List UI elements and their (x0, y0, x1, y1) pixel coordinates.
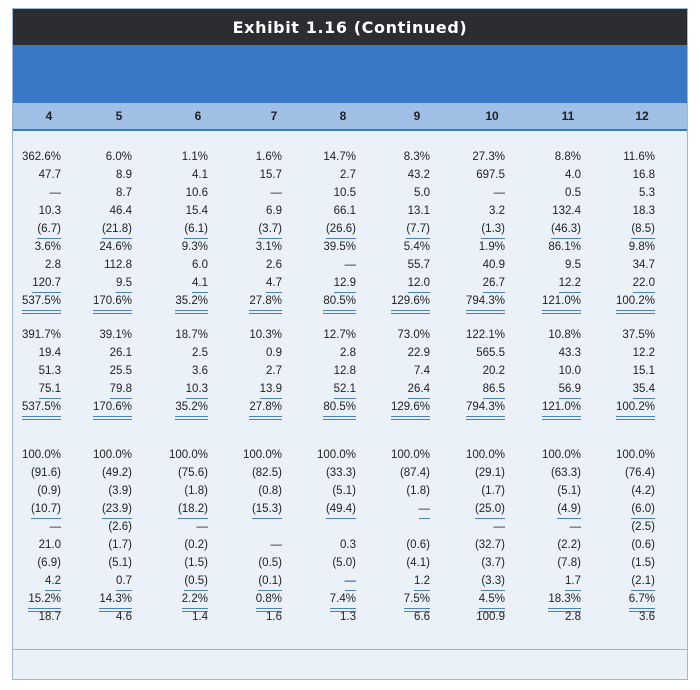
table-cell: 2.7 (340, 169, 356, 181)
table-cell: 22.9 (407, 347, 430, 359)
table-cell: 20.2 (482, 365, 505, 377)
table-cell: (2.1) (631, 573, 655, 591)
table-cell: (5.1) (557, 485, 581, 497)
table-cell: 391.7% (21, 329, 61, 341)
column-header: 7 (270, 109, 278, 123)
table-cell: 73.0% (397, 329, 430, 341)
table-cell: 537.5% (22, 399, 61, 420)
table-cell: 7.5% (404, 591, 430, 612)
table-cell: 43.3 (558, 347, 581, 359)
table-cell: (6.7) (37, 221, 61, 239)
table-cell: 2.8 (565, 611, 581, 623)
table-cell: 37.5% (622, 329, 655, 341)
table-cell: (21.8) (102, 221, 132, 239)
table-cell: (0.5) (184, 573, 208, 591)
table-cell: 100.0% (390, 449, 430, 461)
table-cell: 8.7 (116, 187, 132, 199)
table-cell: 80.5% (323, 293, 356, 314)
table-cell: (49.2) (101, 467, 132, 479)
table-cell: 51.3 (38, 365, 61, 377)
table-cell: 100.0% (541, 449, 581, 461)
table-cell: 100.9 (476, 611, 505, 623)
table-cell: 3.6 (192, 365, 208, 377)
table-cell: 27.3% (472, 151, 505, 163)
table-cell: 6.9 (266, 205, 282, 217)
table-cell: 362.6% (21, 151, 61, 163)
table-cell: 5.0 (414, 187, 430, 199)
table-cell: 35.4 (633, 381, 655, 399)
exhibit-panel (12, 8, 688, 680)
table-cell: — (344, 259, 356, 271)
table-cell: 35.2% (175, 293, 208, 314)
column-header: 6 (194, 109, 202, 123)
table-cell: 18.3 (632, 205, 655, 217)
table-cell: 0.9 (266, 347, 282, 359)
table-cell: (33.3) (325, 467, 356, 479)
table-cell: 1.7 (565, 573, 581, 591)
table-cell: 5.3 (639, 187, 655, 199)
table-cell: 4.1 (192, 169, 208, 181)
table-cell: 12.0 (408, 275, 430, 293)
table-cell: 4.6 (116, 611, 132, 623)
table-cell: 1.3 (340, 611, 356, 623)
table-cell: 79.8 (110, 381, 132, 399)
table-cell: 9.5 (565, 259, 581, 271)
table-cell: 75.1 (39, 381, 61, 399)
column-header: 12 (635, 109, 649, 123)
table-cell: (3.7) (481, 557, 505, 569)
table-cell: 2.7 (266, 365, 282, 377)
table-cell: 10.3 (38, 205, 61, 217)
table-cell: 6.0% (105, 151, 132, 163)
table-cell: 4.5% (479, 591, 505, 612)
table-cell: — (270, 187, 282, 199)
table-cell: (76.4) (624, 467, 655, 479)
table-cell: 27.8% (249, 293, 282, 314)
table-cell: 2.2% (182, 591, 208, 612)
table-cell: 10.8% (548, 329, 581, 341)
table-cell: 15.2% (28, 591, 61, 612)
table-cell: (5.1) (108, 557, 132, 569)
table-cell: (0.9) (37, 485, 61, 497)
table-cell: 1.9% (478, 241, 505, 253)
table-cell: 13.1 (407, 205, 430, 217)
table-cell: 21.0 (38, 539, 61, 551)
table-cell: (32.7) (474, 539, 505, 551)
table-cell: 15.7 (259, 169, 282, 181)
table-cell: (3.3) (481, 573, 505, 591)
table-cell: 120.7 (32, 275, 61, 293)
table-cell: 26.7 (483, 275, 505, 293)
table-cell: 10.5 (333, 187, 356, 199)
table-cell: 6.6 (414, 611, 430, 623)
table-cell: 122.1% (465, 329, 505, 341)
column-header: 5 (115, 109, 123, 123)
table-cell: 8.9 (116, 169, 132, 181)
table-cell: (6.1) (184, 221, 208, 239)
table-cell: 2.8 (45, 259, 61, 271)
table-cell: 7.4 (414, 365, 430, 377)
table-cell: (0.6) (631, 539, 655, 551)
table-cell: 35.2% (175, 399, 208, 420)
table-cell: 12.8 (333, 365, 356, 377)
table-cell: 18.7 (38, 611, 61, 623)
table-cell: 100.0% (21, 449, 61, 461)
table-cell: 14.3% (99, 591, 132, 612)
table-cell: (3.9) (108, 485, 132, 497)
column-header: 9 (413, 109, 421, 123)
table-cell: 112.8 (104, 259, 132, 271)
table-cell: (1.8) (184, 485, 208, 497)
table-cell: (4.2) (631, 485, 655, 497)
table-cell: 16.8 (632, 169, 655, 181)
table-cell: 121.0% (542, 399, 581, 420)
column-header: 11 (561, 109, 575, 123)
table-cell: 55.7 (407, 259, 430, 271)
table-cell: 6.0 (192, 259, 208, 271)
table-cell: (2.5) (631, 521, 655, 533)
table-cell: (82.5) (251, 467, 282, 479)
table-cell: 697.5 (476, 169, 505, 181)
table-cell: (91.6) (30, 467, 61, 479)
table-cell: 1.1% (181, 151, 208, 163)
table-cell: 39.5% (323, 241, 356, 253)
table-cell: 26.4 (408, 381, 430, 399)
table-cell: 5.4% (403, 241, 430, 253)
table-cell: 43.2 (407, 169, 430, 181)
table-cell: (1.5) (631, 557, 655, 569)
column-header: 4 (45, 109, 53, 123)
table-cell: 565.5 (476, 347, 505, 359)
header-band (13, 45, 687, 103)
table-cell: 100.0% (168, 449, 208, 461)
table-cell: (75.6) (177, 467, 208, 479)
table-cell: 0.8% (256, 591, 282, 612)
table-cell: 4.1 (192, 275, 208, 293)
table-cell: 0.5 (565, 187, 581, 199)
table-cell: 8.8% (554, 151, 581, 163)
table-cell: (0.1) (258, 573, 282, 591)
table-cell: (4.1) (406, 557, 430, 569)
table-cell: (6.0) (631, 501, 655, 519)
table-cell: 0.3 (340, 539, 356, 551)
table-cell: 86.1% (548, 241, 581, 253)
table-cell: — (270, 539, 282, 551)
table-cell: (3.7) (258, 221, 282, 239)
table-cell: (0.2) (184, 539, 208, 551)
table-cell: 170.6% (93, 399, 132, 420)
table-cell: (15.3) (252, 501, 282, 519)
table-cell: 170.6% (93, 293, 132, 314)
table-cell: 10.6 (185, 187, 208, 199)
table-cell: (5.1) (332, 485, 356, 497)
table-cell: 10.3% (249, 329, 282, 341)
column-header-row (13, 103, 687, 131)
table-cell: (49.4) (326, 501, 356, 519)
table-cell: (0.8) (258, 485, 282, 497)
table-cell: (1.3) (481, 221, 505, 239)
table-cell: 3.6% (34, 241, 61, 253)
table-cell: 794.3% (466, 399, 505, 420)
table-cell: 4.2 (45, 573, 61, 591)
table-cell: 1.2 (414, 573, 430, 591)
table-cell: 3.2 (489, 205, 505, 217)
table-cell: — (196, 521, 208, 533)
table-cell: 9.3% (181, 241, 208, 253)
table-cell: 794.3% (466, 293, 505, 314)
table-cell: (46.3) (551, 221, 581, 239)
table-cell: (25.0) (475, 501, 505, 519)
table-cell: 12.9 (334, 275, 356, 293)
table-cell: 12.2 (559, 275, 581, 293)
table-cell: 10.3 (186, 381, 208, 399)
table-cell: (1.7) (481, 485, 505, 497)
column-header: 10 (485, 109, 499, 123)
exhibit-title: Exhibit 1.16 (Continued) (232, 17, 468, 37)
table-cell: (0.6) (406, 539, 430, 551)
table-cell: (7.8) (557, 557, 581, 569)
table-cell: 39.1% (99, 329, 132, 341)
table-cell: (0.5) (258, 557, 282, 569)
table-cell: 100.0% (242, 449, 282, 461)
table-cell: 25.5 (109, 365, 132, 377)
table-cell: 24.6% (99, 241, 132, 253)
table-cell: (29.1) (474, 467, 505, 479)
table-cell: (5.0) (332, 557, 356, 569)
table-cell: 537.5% (22, 293, 61, 314)
table-cell: (18.2) (178, 501, 208, 519)
table-cell: 10.0 (558, 365, 581, 377)
table-cell: 132.4 (552, 205, 581, 217)
table-cell: (1.8) (406, 485, 430, 497)
table-cell: 100.0% (465, 449, 505, 461)
table-cell: 3.6 (639, 611, 655, 623)
table-cell: 18.7% (175, 329, 208, 341)
table-cell: 27.8% (249, 399, 282, 420)
table-cell: (2.2) (557, 539, 581, 551)
table-cell: 3.1% (255, 241, 282, 253)
table-cell: — (419, 501, 431, 519)
table-cell: 80.5% (323, 399, 356, 420)
table-cell: 40.9 (482, 259, 505, 271)
table-cell: 0.7 (116, 573, 132, 591)
table-cell: (1.5) (184, 557, 208, 569)
table-cell: (6.9) (37, 557, 61, 569)
table-cell: 18.3% (548, 591, 581, 612)
table-cell: 2.6 (266, 259, 282, 271)
table-cell: — (493, 187, 505, 199)
table-cell: (2.6) (108, 521, 132, 533)
table-cell: (10.7) (31, 501, 61, 519)
table-cell: (8.5) (631, 221, 655, 239)
table-cell: — (569, 521, 581, 533)
table-cell: 1.6 (266, 611, 282, 623)
table-cell: 100.0% (316, 449, 356, 461)
table-cell: 4.7 (266, 275, 282, 293)
table-cell: 56.9 (559, 381, 581, 399)
table-cell: 34.7 (632, 259, 655, 271)
table-cell: 26.1 (109, 347, 132, 359)
table-cell: 52.1 (334, 381, 356, 399)
table-cell: 15.1 (632, 365, 655, 377)
table-cell: 1.4 (192, 611, 208, 623)
table-cell: 100.0% (92, 449, 132, 461)
table-cell: 100.0% (615, 449, 655, 461)
table-cell: 15.4 (185, 205, 208, 217)
table-cell: 22.0 (633, 275, 655, 293)
table-cell: 14.7% (323, 151, 356, 163)
table-cell: 129.6% (391, 293, 430, 314)
table-cell: 66.1 (333, 205, 356, 217)
table-cell: 121.0% (542, 293, 581, 314)
table-cell: 47.7 (38, 169, 61, 181)
table-cell: 9.8% (628, 241, 655, 253)
table-cell: 12.2 (632, 347, 655, 359)
table-cell: (4.9) (557, 501, 581, 519)
table-cell: (87.4) (399, 467, 430, 479)
table-cell: 7.4% (330, 591, 356, 612)
table-cell: 13.9 (260, 381, 282, 399)
table-cell: 86.5 (483, 381, 505, 399)
table-cell: 1.6% (255, 151, 282, 163)
bottom-rule (13, 649, 687, 650)
title-bar (13, 9, 687, 45)
table-cell: — (49, 521, 61, 533)
table-cell: 19.4 (38, 347, 61, 359)
table-cell: 4.0 (565, 169, 581, 181)
table-cell: — (493, 521, 505, 533)
table-cell: — (49, 187, 61, 199)
table-cell: (26.6) (326, 221, 356, 239)
table-cell: 12.7% (323, 329, 356, 341)
column-header: 8 (339, 109, 347, 123)
table-cell: 46.4 (109, 205, 132, 217)
table-cell: (1.7) (108, 539, 132, 551)
table-cell: — (345, 573, 357, 591)
table-cell: (7.7) (406, 221, 430, 239)
table-cell: 100.2% (616, 293, 655, 314)
table-cell: 2.5 (192, 347, 208, 359)
table-cell: 2.8 (340, 347, 356, 359)
table-cell: 100.2% (616, 399, 655, 420)
table-cell: 11.6% (623, 151, 655, 163)
table-cell: (23.9) (102, 501, 132, 519)
table-cell: 9.5 (116, 275, 132, 293)
table-cell: 8.3% (403, 151, 430, 163)
table-cell: (63.3) (550, 467, 581, 479)
table-cell: 129.6% (391, 399, 430, 420)
table-cell: 6.7% (629, 591, 655, 612)
